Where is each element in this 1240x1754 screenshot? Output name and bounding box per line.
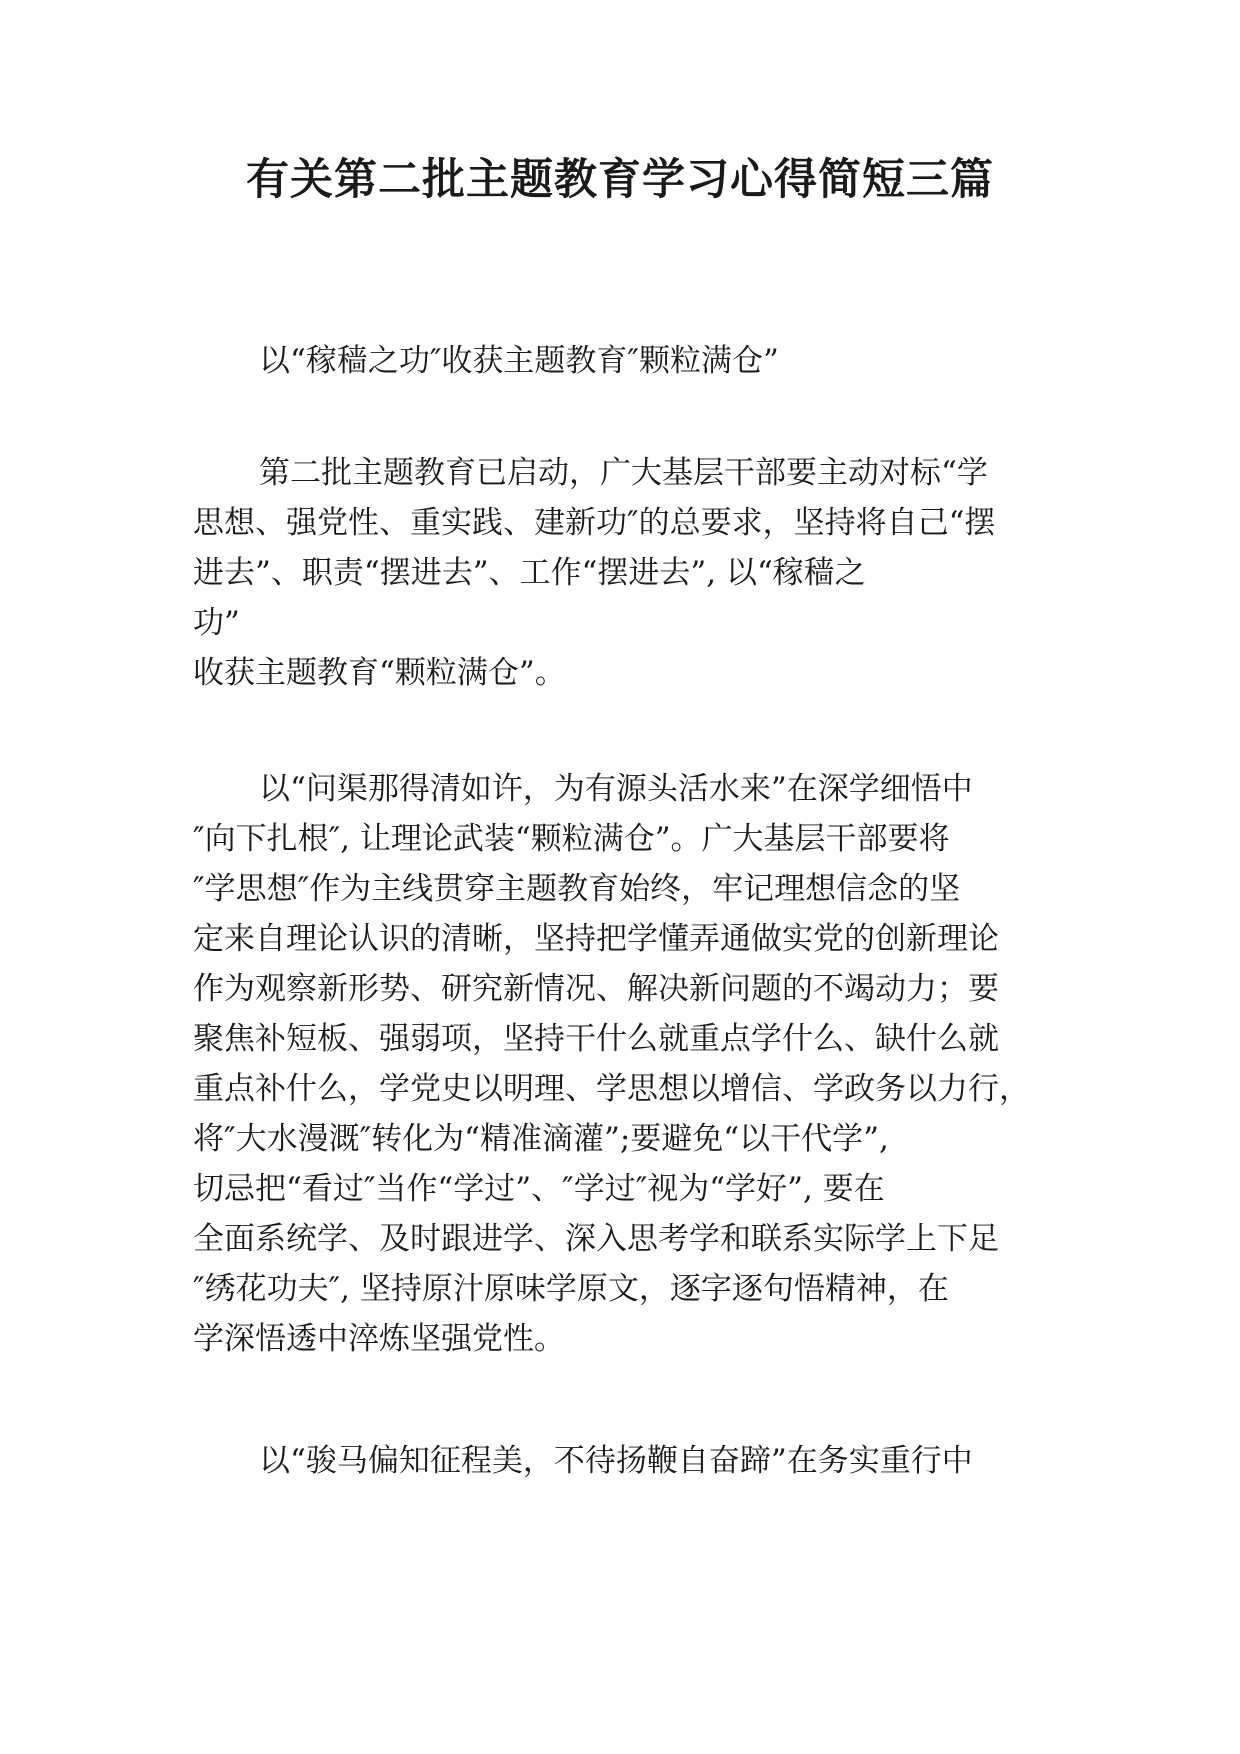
paragraph-line: ″学思想″作为主线贯穿主题教育始终，牢记理想信念的坚	[193, 871, 961, 907]
paragraph-1	[193, 448, 1083, 698]
paragraph-line: 以“骏马偏知征程美，不待扬鞭自奋蹄”在务实重行中	[259, 1443, 973, 1479]
paragraph-line: 重点补什么，学党史以明理、学思想以增信、学政务以力行，	[193, 1071, 1030, 1107]
section-heading-text: 以“稼穑之功″收获主题教育″颗粒满仓”	[259, 343, 779, 379]
section-heading	[193, 336, 1083, 386]
paragraph-line: ″向下扎根″, 让理论武装“颗粒满仓”。广大基层干部要将	[193, 821, 950, 857]
paragraph-2	[193, 764, 1083, 1364]
paragraph-line: 将″大水漫溉″转化为“精准滴灌”;要避免“以干代学”,	[193, 1121, 889, 1157]
paragraph-line: 聚焦补短板、强弱项，坚持干什么就重点学什么、缺什么就	[193, 1021, 999, 1057]
paragraph-line: 进去”、职责“摆进去”、工作“摆进去”, 以“稼穑之	[193, 555, 866, 591]
paragraph-line: 切忌把“看过″当作“学过”、″学过″视为“学好”, 要在	[193, 1171, 885, 1207]
document-title: 有关第二批主题教育学习心得简短三篇	[246, 155, 994, 205]
paragraph-line: ″绣花功夫″, 坚持原汁原味学原文，逐字逐句悟精神，在	[193, 1271, 949, 1307]
paragraph-line: 学深悟透中淬炼坚强党性。	[193, 1321, 565, 1357]
paragraph-line: 功”	[193, 605, 240, 641]
paragraph-3	[193, 1436, 1083, 1486]
paragraph-line: 思想、强党性、重实践、建新功″的总要求，坚持将自己“摆	[193, 505, 996, 541]
paragraph-line: 收获主题教育“颗粒满仓”。	[193, 655, 566, 691]
paragraph-line: 以“问渠那得清如许，为有源头活水来”在深学细悟中	[259, 771, 973, 807]
paragraph-line: 第二批主题教育已启动，广大基层干部要主动对标“学	[259, 455, 988, 491]
paragraph-line: 全面系统学、及时跟进学、深入思考学和联系实际学上下足	[193, 1221, 999, 1257]
paragraph-line: 作为观察新形势、研究新情况、解决新问题的不竭动力；要	[193, 971, 999, 1007]
paragraph-line: 定来自理论认识的清晰，坚持把学懂弄通做实党的创新理论	[193, 921, 999, 957]
